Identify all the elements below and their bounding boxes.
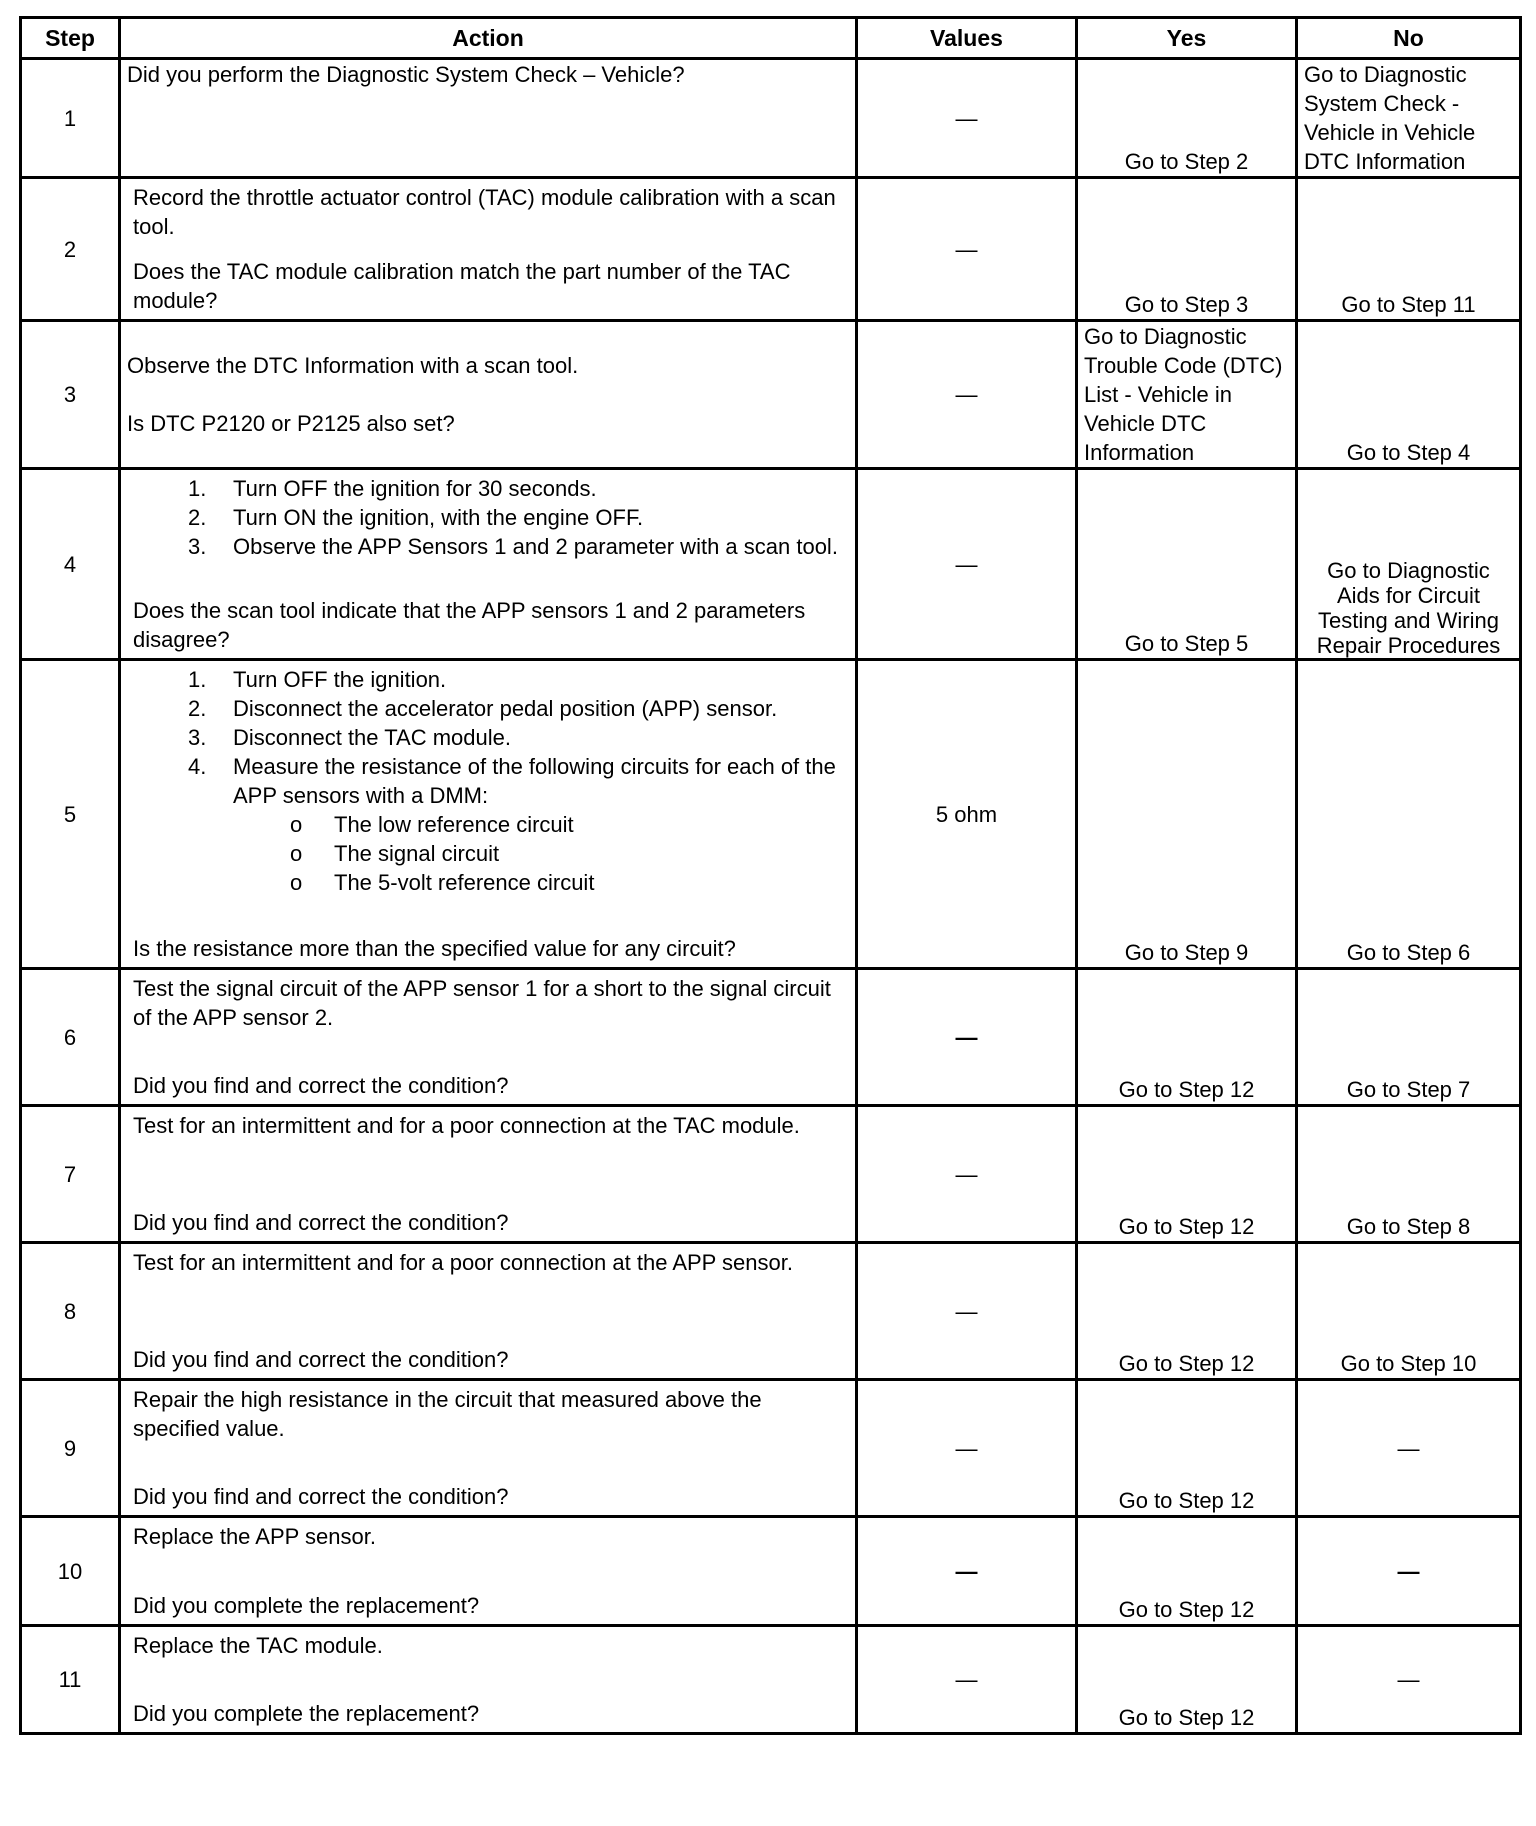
list-item: 3. Observe the APP Sensors 1 and 2 parameter with a scan tool. (188, 534, 838, 559)
value-text: — (955, 1435, 978, 1461)
no-cell: Go to Step 7 (1297, 969, 1521, 1106)
header-no: No (1297, 18, 1521, 59)
yes-cell: Go to Step 12 (1077, 1106, 1297, 1243)
action-question: Did you find and correct the condition? (133, 1347, 509, 1372)
action-cell (120, 1106, 857, 1243)
bullet-icon: o (290, 870, 303, 895)
table-row (21, 1243, 1521, 1380)
values-cell (857, 1106, 1077, 1243)
values-cell (857, 59, 1077, 178)
yes-cell: Go to Step 5 (1077, 469, 1297, 660)
step-number: 10 (21, 1517, 120, 1626)
sublist-item-text: The signal circuit (334, 841, 500, 866)
step-number: 7 (21, 1106, 120, 1243)
step-number: 3 (21, 321, 120, 469)
step-number: 9 (21, 1380, 120, 1517)
action-cell (120, 178, 857, 321)
yes-cell: Go to Step 12 (1077, 1517, 1297, 1626)
action-instruction: Test the signal circuit of the APP sensor 1 for a short to the signal circuit of the APP sensor 2. (133, 976, 831, 1030)
values-cell (857, 1243, 1077, 1380)
no-cell: Go to Step 10 (1297, 1243, 1521, 1380)
list-item: 2. Disconnect the accelerator pedal position (APP) sensor. (188, 696, 778, 721)
yes-cell: Go to Diagnostic Trouble Code (DTC) List - Vehicle in Vehicle DTC Information (1077, 321, 1297, 469)
value-text: — (955, 1024, 978, 1050)
action-instruction: Replace the APP sensor. (133, 1524, 376, 1549)
action-cell (120, 969, 857, 1106)
header-row (21, 18, 1521, 59)
list-item-text: Turn OFF the ignition. (233, 667, 447, 692)
action-instruction: Test for an intermittent and for a poor connection at the TAC module. (133, 1113, 800, 1138)
list-item: 4. Measure the resistance of the following circuits for each of the APP sensors with a DMM: o The low reference circuit o The signal circuit o The 5-volt reference circuit (188, 752, 843, 897)
table-row (21, 469, 1521, 660)
table-row (21, 1380, 1521, 1517)
bullet-icon: o (290, 812, 303, 837)
list-item-text: Turn OFF the ignition for 30 seconds. (233, 476, 597, 501)
value-text: — (955, 551, 978, 577)
value-text: — (955, 105, 978, 131)
action-cell (120, 59, 857, 178)
step-number: 6 (21, 969, 120, 1106)
action-question: Is DTC P2120 or P2125 also set? (127, 411, 455, 436)
no-cell: Go to Step 6 (1297, 660, 1521, 969)
yes-cell: Go to Step 12 (1077, 1626, 1297, 1734)
values-cell (857, 1380, 1077, 1517)
value-text: — (955, 1161, 978, 1187)
yes-cell: Go to Step 12 (1077, 1380, 1297, 1517)
action-question: Did you find and correct the condition? (133, 1484, 509, 1509)
header-yes: Yes (1077, 18, 1297, 59)
no-cell: Go to Step 11 (1297, 178, 1521, 321)
sublist-item (288, 810, 843, 839)
sublist-item-text: The 5-volt reference circuit (334, 870, 595, 895)
action-instruction: Observe the DTC Information with a scan tool. (127, 353, 579, 378)
action-cell (120, 1517, 857, 1626)
no-cell: Go to Step 8 (1297, 1106, 1521, 1243)
list-item: 2. Turn ON the ignition, with the engine OFF. (188, 505, 644, 530)
yes-cell: Go to Step 12 (1077, 1243, 1297, 1380)
values-cell (857, 321, 1077, 469)
sublist-item (288, 839, 843, 868)
no-cell: Go to Step 4 (1297, 321, 1521, 469)
action-cell (120, 1626, 857, 1734)
action-instruction: Record the throttle actuator control (TAC) module calibration with a scan tool. (133, 185, 836, 239)
action-question: Did you complete the replacement? (133, 1701, 480, 1726)
values-cell (857, 969, 1077, 1106)
action-question: Does the TAC module calibration match the part number of the TAC module? (133, 259, 791, 313)
value-text: — (955, 1667, 978, 1692)
diagnostic-table (19, 16, 1522, 1735)
header-values: Values (857, 18, 1077, 59)
value-text: — (955, 1558, 978, 1584)
table-row (21, 969, 1521, 1106)
value-text: — (955, 236, 978, 262)
step-number: 11 (21, 1626, 120, 1734)
no-cell: — (1297, 1380, 1521, 1517)
action-question: Did you perform the Diagnostic System Check – Vehicle? (127, 62, 685, 87)
values-cell (857, 660, 1077, 969)
yes-cell: Go to Step 9 (1077, 660, 1297, 969)
step-number: 4 (21, 469, 120, 660)
action-question: Is the resistance more than the specified value for any circuit? (133, 936, 736, 961)
bullet-icon: o (290, 841, 303, 866)
table-row (21, 1626, 1521, 1734)
table-row (21, 321, 1521, 469)
action-cell (120, 1243, 857, 1380)
table-row (21, 660, 1521, 969)
table-row (21, 1517, 1521, 1626)
list-item-text: Disconnect the accelerator pedal position (APP) sensor. (233, 696, 778, 721)
list-item: 1. Turn OFF the ignition. (188, 667, 447, 692)
step-number: 2 (21, 178, 120, 321)
value-text: — (955, 382, 978, 407)
step-number: 8 (21, 1243, 120, 1380)
procedure-list (133, 474, 843, 561)
no-cell: — (1297, 1626, 1521, 1734)
values-cell (857, 469, 1077, 660)
values-cell (857, 1626, 1077, 1734)
value-text: 5 ohm (935, 801, 998, 827)
list-item-text: Disconnect the TAC module. (233, 725, 511, 750)
list-item: 3. Disconnect the TAC module. (188, 725, 511, 750)
yes-cell: Go to Step 3 (1077, 178, 1297, 321)
values-cell (857, 1517, 1077, 1626)
action-question: Did you find and correct the condition? (133, 1210, 509, 1235)
action-cell (120, 321, 857, 469)
step-number: 1 (21, 59, 120, 178)
action-cell (120, 660, 857, 969)
list-item-text: Observe the APP Sensors 1 and 2 parameter with a scan tool. (233, 534, 838, 559)
action-instruction: Test for an intermittent and for a poor connection at the APP sensor. (133, 1250, 793, 1275)
procedure-list (133, 665, 843, 897)
header-step: Step (21, 18, 120, 59)
action-cell (120, 1380, 857, 1517)
value-text: — (955, 1298, 978, 1324)
yes-cell: Go to Step 2 (1077, 59, 1297, 178)
step-number: 5 (21, 660, 120, 969)
action-instruction: Repair the high resistance in the circuit that measured above the specified value. (133, 1387, 762, 1441)
action-question: Does the scan tool indicate that the APP sensors 1 and 2 parameters disagree? (133, 598, 806, 652)
action-question: Did you complete the replacement? (133, 1593, 480, 1618)
yes-cell: Go to Step 12 (1077, 969, 1297, 1106)
table-row (21, 1106, 1521, 1243)
list-item: 1. Turn OFF the ignition for 30 seconds. (188, 476, 597, 501)
list-item-text: Measure the resistance of the following circuits for each of the APP sensors with a DMM: (233, 754, 836, 808)
values-cell (857, 178, 1077, 321)
sublist-item (288, 868, 843, 897)
action-question: Did you find and correct the condition? (133, 1073, 509, 1098)
header-action: Action (120, 18, 857, 59)
no-cell: — (1297, 1517, 1521, 1626)
no-cell: Go to Diagnostic System Check - Vehicle in Vehicle DTC Information (1297, 59, 1521, 178)
circuit-sublist (233, 810, 843, 897)
sublist-item-text: The low reference circuit (334, 812, 574, 837)
action-cell (120, 469, 857, 660)
no-cell (1297, 469, 1521, 660)
list-item-text: Turn ON the ignition, with the engine OFF. (233, 505, 644, 530)
table-row (21, 178, 1521, 321)
action-instruction: Replace the TAC module. (133, 1633, 383, 1658)
table-row (21, 59, 1521, 178)
no-cell-text: Go to Diagnostic Aids for Circuit Testing and Wiring Repair Procedures (1316, 558, 1501, 658)
